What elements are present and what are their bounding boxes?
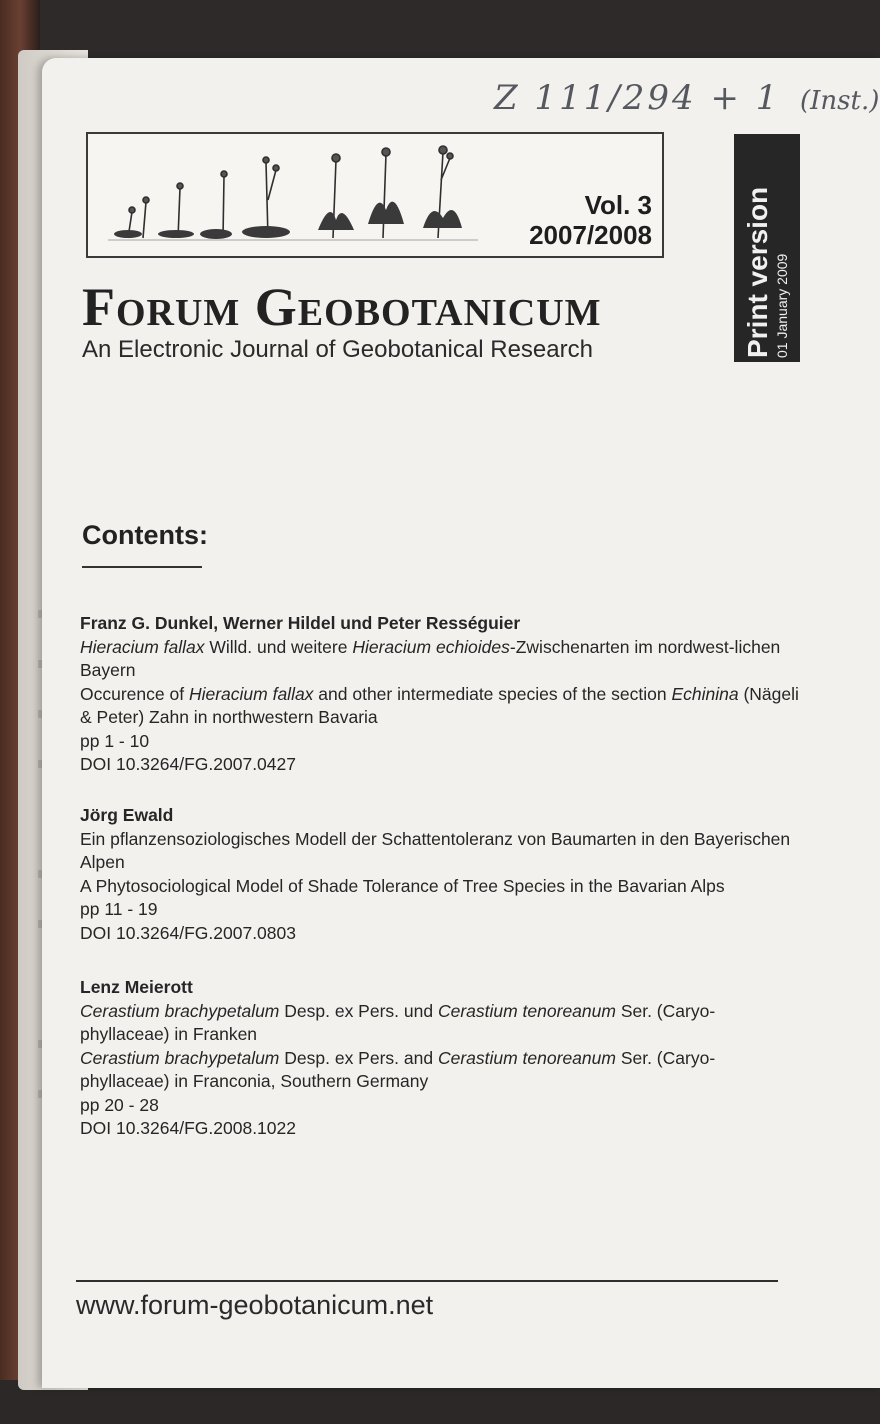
article-german-title: Cerastium brachypetalum Desp. ex Pers. und Cerastium tenoreanum Ser. (Caryo-phyllaceae) in Franken (80, 1000, 716, 1044)
plant-illustration-icon (98, 140, 478, 248)
volume-info (529, 190, 652, 250)
article-authors: Jörg Ewald (80, 805, 174, 825)
article-german-title: Ein pflanzensoziologisches Modell der Schattentoleranz von Baumarten in den Bayerischen Alpen (80, 828, 791, 872)
article-pages: pp 1 - 10 (80, 730, 150, 751)
contents-underline (82, 566, 202, 568)
article-authors: Franz G. Dunkel, Werner Hildel und Peter Rességuier (80, 613, 521, 633)
article-english-title: Cerastium brachypetalum Desp. ex Pers. and Cerastium tenoreanum Ser. (Caryo-phyllaceae) in Franconia, Southern Germany (80, 1047, 716, 1091)
print-version-badge (734, 134, 800, 362)
journal-title: Forum Geobotanicum (82, 277, 602, 337)
article-1 (80, 612, 800, 777)
article-german-title: Hieracium fallax Willd. und weitere Hieracium echioides-Zwischenarten im nordwest-lichen Bayern (80, 636, 781, 680)
article-authors: Lenz Meierott (80, 977, 193, 997)
print-version-date: 01 January 2009 (774, 253, 790, 358)
article-doi: DOI 10.3264/FG.2007.0427 (80, 754, 296, 774)
article-3 (80, 976, 800, 1141)
article-english-title: Occurence of Hieracium fallax and other intermediate species of the section Echinina (Nägeli & Peter) Zahn in northwestern Bavaria (80, 683, 799, 727)
volume-label: Vol. 3 (584, 190, 652, 220)
print-version-label: Print version (742, 186, 773, 358)
volume-years: 2007/2008 (529, 220, 652, 250)
handwritten-call-number: Z 111/294 + 1 (494, 78, 781, 118)
journal-subtitle: An Electronic Journal of Geobotanical Research (82, 336, 593, 363)
article-doi: DOI 10.3264/FG.2007.0803 (80, 922, 296, 943)
handwritten-annotation: (Inst.) (800, 86, 880, 116)
journal-website-link[interactable]: www.forum-geobotanicum.net (76, 1290, 434, 1320)
contents-heading: Contents: (82, 520, 208, 550)
article-pages: pp 20 - 28 (80, 1094, 159, 1115)
footer-rule (76, 1280, 778, 1282)
header-banner (86, 132, 664, 258)
article-2 (80, 804, 800, 945)
article-doi: DOI 10.3264/FG.2008.1022 (80, 1118, 296, 1138)
article-english-title: A Phytosociological Model of Shade Tolerance of Tree Species in the Bavarian Alps (80, 875, 725, 896)
article-pages: pp 11 - 19 (80, 899, 158, 919)
